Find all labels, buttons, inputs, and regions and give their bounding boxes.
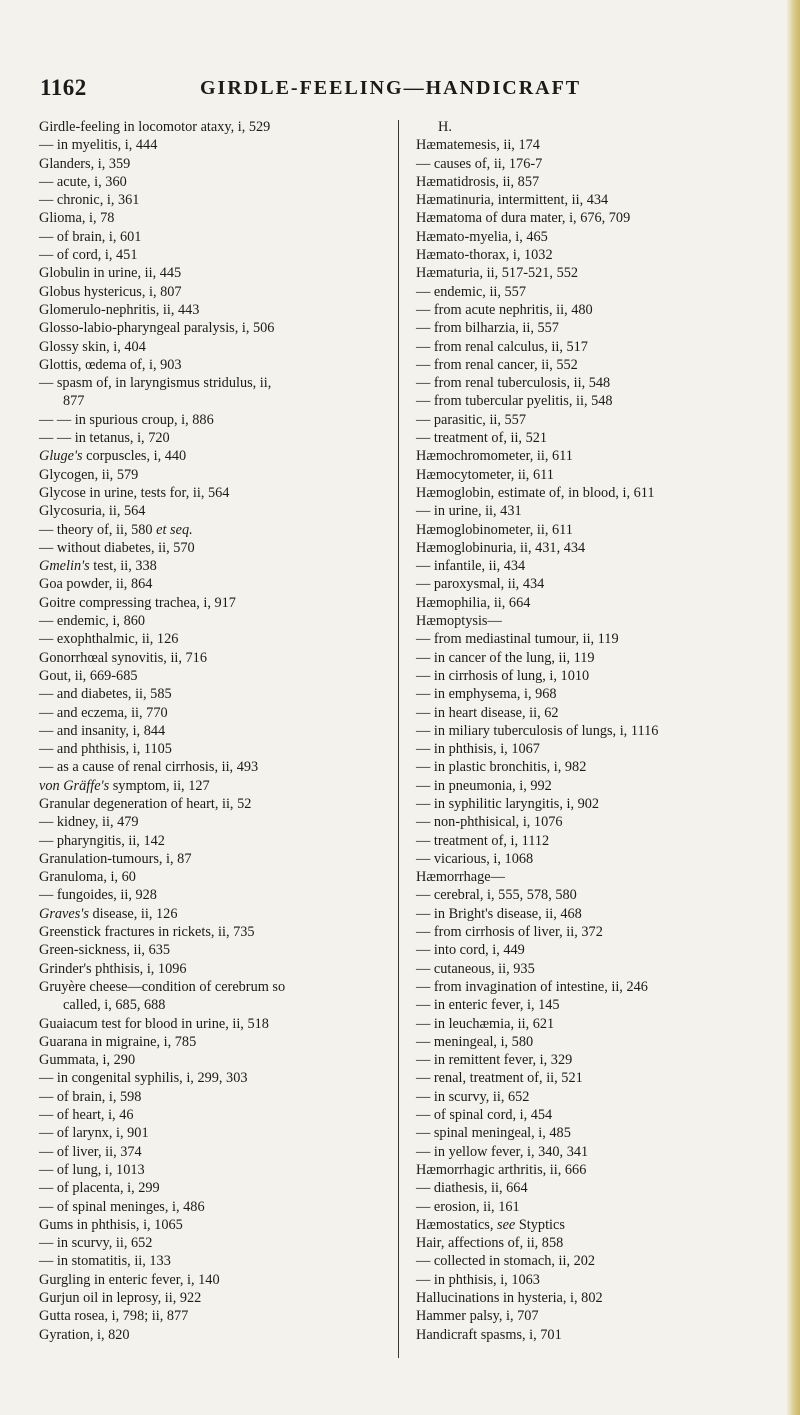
index-entry: — in heart disease, ii, 62 [416, 704, 559, 721]
index-entry: — treatment of, ii, 521 [416, 430, 548, 447]
index-entry: — in stomatitis, ii, 133 [39, 1253, 171, 1270]
index-entry: — of spinal cord, i, 454 [416, 1107, 553, 1124]
index-entry: — acute, i, 360 [39, 173, 127, 190]
index-entry: Hæmochromometer, ii, 611 [416, 448, 573, 465]
index-entry: Hammer palsy, i, 707 [416, 1308, 539, 1325]
index-entry: — in cirrhosis of lung, i, 1010 [416, 667, 590, 684]
index-entry: — and insanity, i, 844 [39, 722, 166, 739]
index-entry: — from renal tuberculosis, ii, 548 [416, 375, 611, 392]
index-entry: — in phthisis, i, 1067 [416, 741, 540, 758]
index-entry: Granular degeneration of heart, ii, 52 [39, 795, 252, 812]
index-entry: — in myelitis, i, 444 [39, 137, 158, 154]
index-entry: Hæmoptysis— [416, 613, 502, 630]
index-entry: Granulation-tumours, i, 87 [39, 850, 192, 867]
index-entry: Hæmoglobinometer, ii, 611 [416, 521, 573, 538]
index-entry: Gurgling in enteric fever, i, 140 [39, 1271, 220, 1288]
index-entry: — and diabetes, ii, 585 [39, 686, 172, 703]
index-entry: — and eczema, ii, 770 [39, 704, 168, 721]
index-entry: — diathesis, ii, 664 [416, 1180, 528, 1197]
index-entry: — from invagination of intestine, ii, 246 [416, 978, 648, 995]
index-entry: — endemic, i, 860 [39, 613, 146, 630]
index-entry: Hæmoglobinuria, ii, 431, 434 [416, 539, 586, 556]
index-entry: — in plastic bronchitis, i, 982 [416, 759, 587, 776]
index-entry: — endemic, ii, 557 [416, 283, 526, 300]
index-entry: — — in tetanus, i, 720 [39, 430, 170, 447]
index-entry: — in yellow fever, i, 340, 341 [416, 1143, 589, 1160]
index-entry: Hallucinations in hysteria, i, 802 [416, 1290, 603, 1306]
index-entry: Gruyère cheese—condition of cerebrum so [39, 978, 286, 995]
index-entry: Globulin in urine, ii, 445 [39, 265, 182, 282]
page-number: 1162 [40, 75, 87, 100]
index-entry: — vicarious, i, 1068 [416, 850, 534, 867]
index-entry: Hæmatoma of dura mater, i, 676, 709 [416, 210, 631, 227]
index-entry: — treatment of, i, 1112 [416, 832, 550, 849]
index-entry: Grinder's phthisis, i, 1096 [39, 960, 187, 977]
index-entry: — from mediastinal tumour, ii, 119 [416, 631, 619, 648]
index-entry: Glycose in urine, tests for, ii, 564 [39, 484, 230, 501]
index-entry: — from renal calculus, ii, 517 [416, 338, 588, 355]
index-entry: Gonorrhœal synovitis, ii, 716 [39, 649, 207, 666]
index-entry: Hæmocytometer, ii, 611 [416, 466, 554, 483]
index-entry: — in emphysema, i, 968 [416, 686, 557, 703]
index-entry: — and phthisis, i, 1105 [39, 741, 172, 758]
index-entry: — of cord, i, 451 [39, 247, 138, 264]
index-entry: — cerebral, i, 555, 578, 580 [416, 887, 577, 904]
index-entry: Graves's disease, ii, 126 [39, 905, 178, 922]
index-entry: — of brain, i, 598 [39, 1088, 142, 1105]
index-entry: Gummata, i, 290 [39, 1052, 136, 1069]
index-entry: — meningeal, i, 580 [416, 1033, 534, 1050]
index-entry: — into cord, i, 449 [416, 942, 525, 959]
index-entry: — in pneumonia, i, 992 [416, 777, 552, 794]
index-entry: Hæmophilia, ii, 664 [416, 594, 531, 611]
index-entry: — cutaneous, ii, 935 [416, 960, 535, 977]
index-entry: Glosso-labio-pharyngeal paralysis, i, 506 [39, 320, 275, 337]
index-entry: — in scurvy, ii, 652 [416, 1088, 530, 1105]
index-entry: Handicraft spasms, i, 701 [416, 1326, 562, 1343]
index-entry: — in remittent fever, i, 329 [416, 1052, 573, 1069]
index-entry: — collected in stomach, ii, 202 [416, 1253, 596, 1270]
index-entry: Gyration, i, 820 [39, 1326, 130, 1343]
index-entry: Glomerulo-nephritis, ii, 443 [39, 301, 200, 318]
index-entry: 877 [63, 393, 85, 410]
index-entry: — spasm of, in laryngismus stridulus, ii, [39, 375, 272, 392]
index-entry: — from bilharzia, ii, 557 [416, 320, 559, 337]
index-entry: Gums in phthisis, i, 1065 [39, 1216, 183, 1233]
index-entry: Guarana in migraine, i, 785 [39, 1033, 197, 1050]
index-entry: — of liver, ii, 374 [39, 1143, 142, 1160]
index-entry: Greenstick fractures in rickets, ii, 735 [39, 924, 255, 941]
index-entry: — erosion, ii, 161 [416, 1198, 520, 1215]
index-entry: Globus hystericus, i, 807 [39, 283, 182, 300]
index-entry: Glycogen, ii, 579 [39, 466, 139, 483]
index-entry: Guaiacum test for blood in urine, ii, 518 [39, 1015, 269, 1032]
index-entry: — parasitic, ii, 557 [416, 411, 526, 428]
index-entry: — paroxysmal, ii, 434 [416, 576, 545, 593]
index-entry: Hæmorrhagic arthritis, ii, 666 [416, 1161, 587, 1178]
index-entry: Hæmorrhage— [416, 869, 505, 886]
index-entry: Glossy skin, i, 404 [39, 338, 146, 355]
index-entry: — from renal cancer, ii, 552 [416, 356, 578, 373]
index-entry: — in cancer of the lung, ii, 119 [416, 649, 595, 666]
index-entry: — from tubercular pyelitis, ii, 548 [416, 393, 613, 410]
index-entry: Gluge's corpuscles, i, 440 [39, 448, 187, 465]
index-entry: — in miliary tuberculosis of lungs, i, 1116 [416, 722, 659, 739]
index-entry: — exophthalmic, ii, 126 [39, 631, 179, 648]
index-entry: Hæmato-thorax, i, 1032 [416, 247, 553, 264]
index-entry: Hæmatidrosis, ii, 857 [416, 173, 540, 190]
index-entry: — in enteric fever, i, 145 [416, 997, 560, 1014]
index-entry: — causes of, ii, 176-7 [416, 155, 543, 172]
index-entry: Hæmoglobin, estimate of, in blood, i, 611 [416, 484, 655, 501]
index-entry: von Gräffe's symptom, ii, 127 [39, 777, 210, 794]
index-entry: — in Bright's disease, ii, 468 [416, 905, 582, 922]
index-entry: Girdle-feeling in locomotor ataxy, i, 529 [39, 119, 271, 135]
index-entry: Glioma, i, 78 [39, 210, 115, 227]
index-entry: Gurjun oil in leprosy, ii, 922 [39, 1290, 202, 1306]
index-entry: — in leuchæmia, ii, 621 [416, 1015, 555, 1032]
index-entry: — of spinal meninges, i, 486 [39, 1198, 205, 1215]
index-entry: Hæmatinuria, intermittent, ii, 434 [416, 192, 609, 209]
index-entry: — fungoides, ii, 928 [39, 887, 157, 904]
index-entry: Hæmaturia, ii, 517-521, 552 [416, 265, 579, 282]
running-head: GIRDLE-FEELING—HANDICRAFT [200, 77, 582, 99]
index-entry: — spinal meningeal, i, 485 [416, 1125, 571, 1142]
index-entry: Gout, ii, 669-685 [39, 667, 138, 684]
index-entry: Hæmato-myelia, i, 465 [416, 228, 548, 245]
index-entry: Hair, affections of, ii, 858 [416, 1235, 564, 1252]
index-entry: Hæmostatics, see Styptics [416, 1216, 565, 1233]
index-column-right [416, 118, 788, 1344]
index-entry: — pharyngitis, ii, 142 [39, 832, 165, 849]
index-entry: — — in spurious croup, i, 886 [39, 411, 214, 428]
index-entry: — infantile, ii, 434 [416, 558, 526, 575]
index-entry: — as a cause of renal cirrhosis, ii, 493 [39, 759, 259, 776]
index-entry: — non-phthisical, i, 1076 [416, 814, 563, 831]
index-entry: — in phthisis, i, 1063 [416, 1271, 540, 1288]
index-column-left [39, 118, 399, 1344]
index-entry: — in scurvy, ii, 652 [39, 1235, 153, 1252]
index-entry: Glycosuria, ii, 564 [39, 503, 146, 520]
index-entry: — in urine, ii, 431 [416, 503, 522, 520]
index-entry: Gmelin's test, ii, 338 [39, 558, 157, 575]
index-entry: — of brain, i, 601 [39, 228, 142, 245]
index-entry: — of larynx, i, 901 [39, 1125, 149, 1142]
index-entry: — of lung, i, 1013 [39, 1161, 145, 1178]
index-entry: Goitre compressing trachea, i, 917 [39, 594, 236, 611]
index-entry: — without diabetes, ii, 570 [39, 539, 195, 556]
section-letter: H. [438, 119, 452, 135]
index-entry: — of placenta, i, 299 [39, 1180, 160, 1197]
index-entry: Gutta rosea, i, 798; ii, 877 [39, 1308, 189, 1325]
column-divider [398, 120, 399, 1358]
page-header [40, 75, 760, 109]
index-entry: called, i, 685, 688 [63, 997, 166, 1014]
index-entry: Glottis, œdema of, i, 903 [39, 356, 182, 373]
index-entry: — renal, treatment of, ii, 521 [416, 1070, 583, 1087]
index-entry: — from acute nephritis, ii, 480 [416, 301, 593, 318]
index-entry: Goa powder, ii, 864 [39, 576, 153, 593]
index-entry: Hæmatemesis, ii, 174 [416, 137, 540, 154]
index-entry: — in congenital syphilis, i, 299, 303 [39, 1070, 248, 1087]
index-entry: — in syphilitic laryngitis, i, 902 [416, 795, 600, 812]
index-entry: — theory of, ii, 580 et seq. [39, 521, 193, 538]
index-entry: — chronic, i, 361 [39, 192, 140, 209]
index-entry: Glanders, i, 359 [39, 155, 131, 172]
index-entry: Granuloma, i, 60 [39, 869, 136, 886]
index-entry: — kidney, ii, 479 [39, 814, 139, 831]
index-entry: — of heart, i, 46 [39, 1107, 134, 1124]
page-edge [786, 0, 800, 1415]
index-entry: Green-sickness, ii, 635 [39, 942, 171, 959]
index-entry: — from cirrhosis of liver, ii, 372 [416, 924, 603, 941]
